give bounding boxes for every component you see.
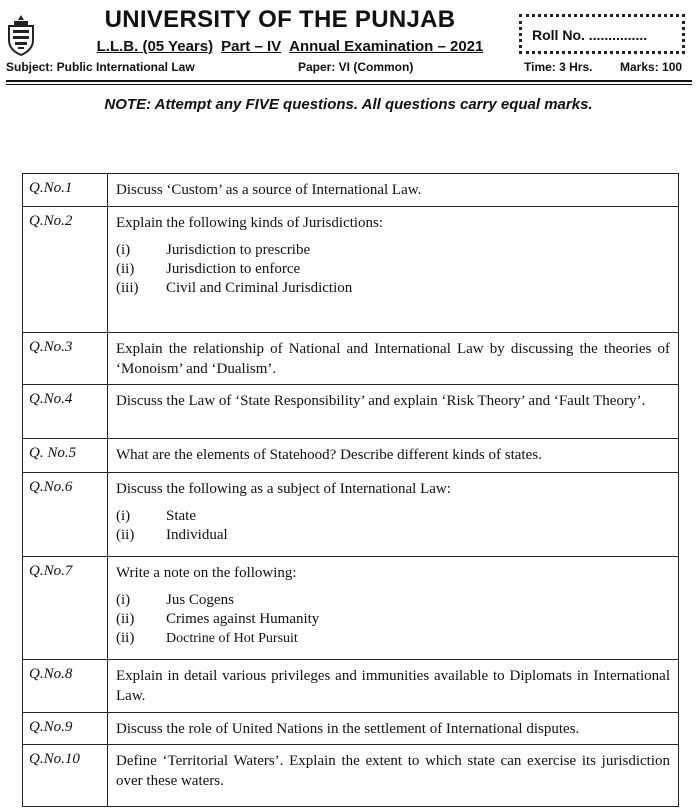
question-row xyxy=(23,557,679,660)
exam-line xyxy=(60,38,520,55)
question-row xyxy=(23,713,679,745)
university-name: UNIVERSITY OF THE PUNJAB xyxy=(104,6,456,33)
question-number: Q.No.3 xyxy=(23,333,108,385)
question-row xyxy=(23,745,679,807)
question-number: Q.No.8 xyxy=(23,660,108,713)
question-body xyxy=(108,207,679,333)
sub-item-list xyxy=(116,507,670,545)
question-number: Q.No.7 xyxy=(23,557,108,660)
question-text: Discuss the role of United Nations in the settlement of International disputes. xyxy=(108,713,679,745)
sub-item-list xyxy=(116,591,670,648)
question-body xyxy=(108,473,679,557)
sub-item-numeral: (ii) xyxy=(116,611,135,627)
header-divider-thin xyxy=(6,84,692,85)
roll-number-box: Roll No. ............... xyxy=(519,14,685,54)
paper-label: Paper: VI (Common) xyxy=(298,60,414,74)
sub-item-numeral: (i) xyxy=(116,242,131,258)
question-row xyxy=(23,439,679,473)
question-row xyxy=(23,207,679,333)
question-row xyxy=(23,473,679,557)
sub-item xyxy=(116,526,670,545)
sub-item-numeral: (ii) xyxy=(116,527,135,543)
marks-label: Marks: 100 xyxy=(620,60,683,74)
question-text: Explain the relationship of National and International Law by discussing the theories of ‘Monoism’ and ‘Dualism’. xyxy=(108,333,679,385)
question-number: Q. No.5 xyxy=(23,439,108,473)
questions-table xyxy=(22,173,679,807)
question-number: Q.No.10 xyxy=(23,745,108,807)
sub-item-numeral: (i) xyxy=(116,592,131,608)
university-crest-icon xyxy=(6,14,36,56)
sub-item xyxy=(116,260,670,279)
sub-item-text: Crimes against Humanity xyxy=(166,611,320,627)
question-number: Q.No.1 xyxy=(23,174,108,207)
sub-item xyxy=(116,241,670,260)
question-body xyxy=(108,557,679,660)
question-row xyxy=(23,660,679,713)
sub-item-list xyxy=(116,241,670,298)
sub-item xyxy=(116,591,670,610)
sub-item xyxy=(116,279,670,298)
sub-item-numeral: (iii) xyxy=(116,280,139,296)
sub-item-text: Individual xyxy=(166,527,228,543)
question-text: Explain in detail various privileges and immunities available to Diplomats in International Law. xyxy=(108,660,679,713)
question-text: Discuss the following as a subject of International Law: xyxy=(116,481,451,497)
subject-label: Subject: Public International Law xyxy=(6,60,195,74)
sub-item-text: State xyxy=(166,508,196,524)
subject-row xyxy=(6,60,692,78)
sub-item xyxy=(116,629,670,648)
sub-item-numeral: (ii) xyxy=(116,261,135,277)
question-number: Q.No.9 xyxy=(23,713,108,745)
time-label: Time: 3 Hrs. xyxy=(524,60,593,74)
question-text: Write a note on the following: xyxy=(116,565,297,581)
sub-item-text: Jus Cogens xyxy=(166,592,234,608)
sub-item-numeral: (ii) xyxy=(116,630,135,646)
sub-item-text: Jurisdiction to prescribe xyxy=(166,242,311,258)
question-text: What are the elements of Statehood? Describe different kinds of states. xyxy=(108,439,679,473)
sub-item-text: Doctrine of Hot Pursuit xyxy=(166,631,298,646)
instruction-note: NOTE: Attempt any FIVE questions. All questions carry equal marks. xyxy=(104,96,593,113)
question-text: Discuss ‘Custom’ as a source of International Law. xyxy=(108,174,679,207)
question-row xyxy=(23,174,679,207)
question-number: Q.No.4 xyxy=(23,385,108,439)
exam-label: Annual Examination – 2021 xyxy=(289,38,484,55)
question-text: Discuss the Law of ‘State Responsibility’ and explain ‘Risk Theory’ and ‘Fault Theory’. xyxy=(108,385,679,439)
sub-item xyxy=(116,610,670,629)
question-text: Explain the following kinds of Jurisdictions: xyxy=(116,215,384,231)
question-number: Q.No.6 xyxy=(23,473,108,557)
question-number: Q.No.2 xyxy=(23,207,108,333)
sub-item-text: Jurisdiction to enforce xyxy=(166,261,301,277)
sub-item xyxy=(116,507,670,526)
question-row xyxy=(23,333,679,385)
part-label: Part – IV xyxy=(221,38,282,55)
sub-item-numeral: (i) xyxy=(116,508,131,524)
question-text: Define ‘Territorial Waters’. Explain the extent to which state can exercise its jurisdiction over these waters. xyxy=(108,745,679,807)
sub-item-text: Civil and Criminal Jurisdiction xyxy=(166,280,353,296)
header-divider xyxy=(6,80,692,82)
question-row xyxy=(23,385,679,439)
program-label: L.L.B. (05 Years) xyxy=(96,38,214,55)
